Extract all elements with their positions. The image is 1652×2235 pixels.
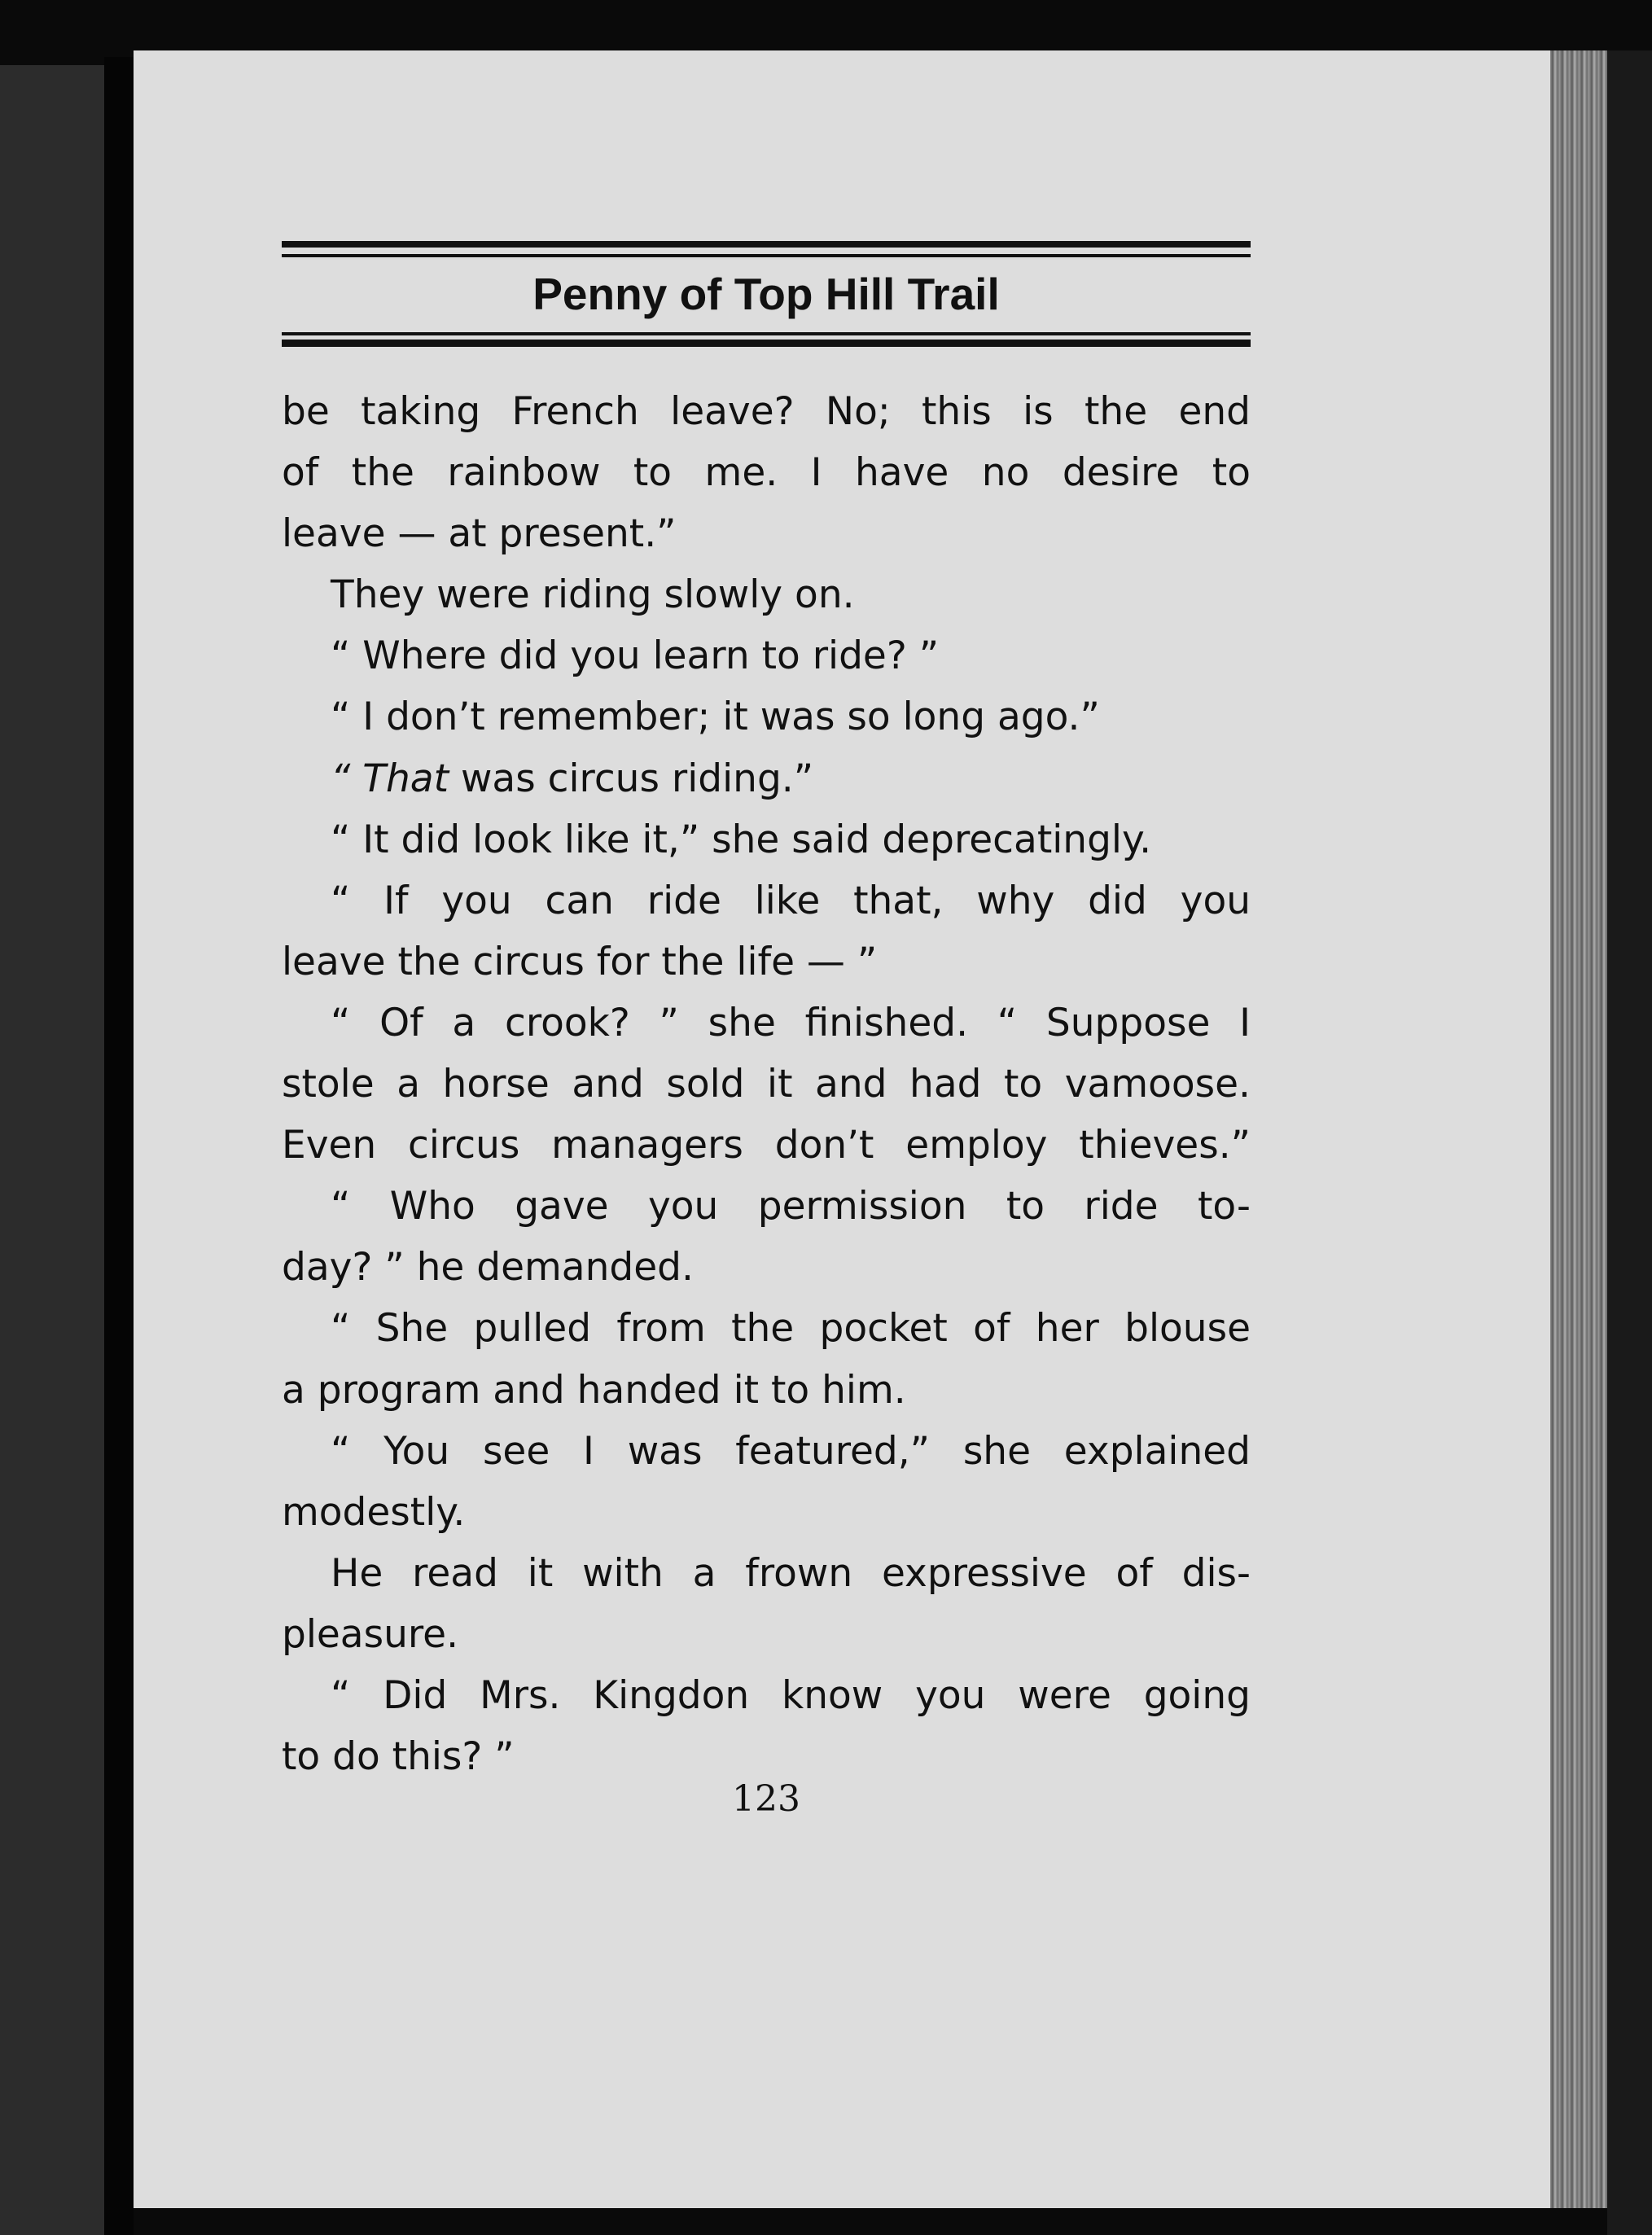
page-block-edge xyxy=(1550,50,1607,2208)
text-line: day? ” he demanded. xyxy=(282,1245,694,1291)
text-line: “ Where did you learn to ride? ” xyxy=(331,633,940,679)
text-line: “ She pulled from the pocket of her blouse xyxy=(331,1306,1251,1352)
header-rule-top-thick xyxy=(282,241,1251,248)
text-line: “ Of a crook? ” she finished. “ Suppose I xyxy=(331,1000,1251,1045)
text-line: “ Who gave you permission to ride to- xyxy=(331,1184,1251,1229)
text-line: “ I don’t remember; it was so long ago.” xyxy=(331,695,1100,740)
text-line: He read it with a frown expressive of dis- xyxy=(331,1550,1251,1596)
text-line: “ If you can ride like that, why did you xyxy=(331,878,1251,923)
italic-word: “ That xyxy=(331,756,449,801)
text-line: pleasure. xyxy=(282,1611,459,1657)
text-line: They were riding slowly on. xyxy=(331,572,855,618)
running-header xyxy=(282,241,1251,347)
text-line xyxy=(282,748,1251,809)
text-line: stole a horse and sold it and had to vamoose. xyxy=(282,1062,1251,1107)
text-line: modestly. xyxy=(282,1489,466,1535)
header-rule-bottom-thin xyxy=(282,332,1251,335)
text-line: “ It did look like it,” she said deprecatingly. xyxy=(331,817,1152,862)
text-line: leave the circus for the life — ” xyxy=(282,939,878,984)
header-rule-bottom-thick xyxy=(282,340,1251,347)
text-line: “ You see I was featured,” she explained xyxy=(331,1428,1251,1474)
text-line: of the rainbow to me. I have no desire to xyxy=(282,450,1251,496)
book-gutter xyxy=(104,57,134,2235)
header-rule-top-thin xyxy=(282,254,1251,257)
text-line: Even circus managers don’t employ thieves.” xyxy=(282,1123,1251,1168)
text-run: was circus riding.” xyxy=(449,756,814,801)
text-line: “ Did Mrs. Kingdon know you were going xyxy=(331,1672,1251,1718)
running-title: Penny of Top Hill Trail xyxy=(532,269,1000,319)
text-line: leave — at present.” xyxy=(282,511,677,557)
body-text xyxy=(282,381,1251,1787)
previous-page-edge xyxy=(0,65,104,2235)
page-number: 123 xyxy=(732,1778,800,1820)
right-border xyxy=(1607,50,1652,2235)
text-line: to do this? ” xyxy=(282,1734,515,1780)
text-line: be taking French leave? No; this is the end xyxy=(282,389,1251,434)
text-line: a program and handed it to him. xyxy=(282,1367,906,1413)
